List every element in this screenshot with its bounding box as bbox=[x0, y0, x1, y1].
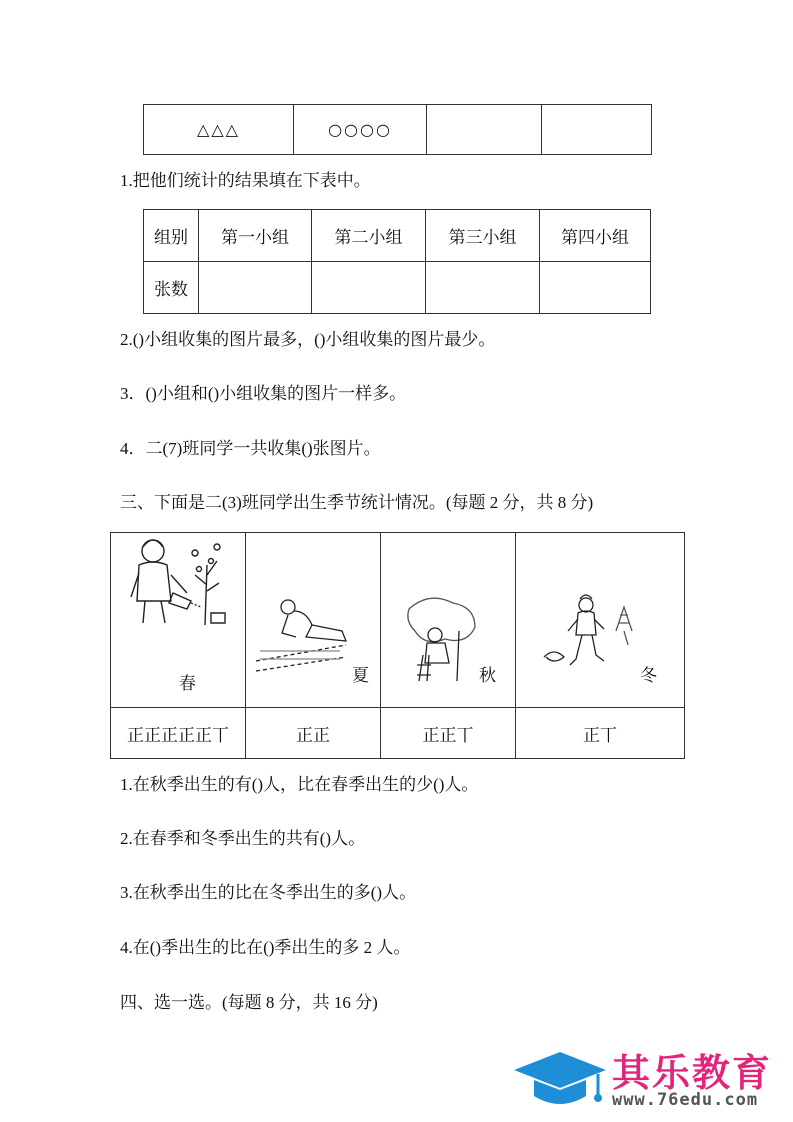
group-table bbox=[143, 209, 651, 314]
group-count-cell[interactable] bbox=[540, 262, 651, 314]
group-header-cell: 第三小组 bbox=[426, 210, 540, 262]
group-count-cell[interactable] bbox=[199, 262, 312, 314]
season-label-winter: 冬 bbox=[640, 666, 657, 686]
section-3-question-4: 4.在()季出生的比在()季出生的多 2 人。 bbox=[120, 938, 411, 957]
section-3-question-3: 3.在秋季出生的比在冬季出生的多()人。 bbox=[120, 883, 417, 902]
symbols-cell-3 bbox=[427, 105, 542, 155]
logo-title: 其乐教育 bbox=[612, 1051, 773, 1095]
question-3: 3．()小组和()小组收集的图片一样多。 bbox=[120, 384, 407, 403]
section-3-heading: 三、下面是二(3)班同学出生季节统计情况。(每题 2 分，共 8 分) bbox=[120, 493, 594, 512]
logo-url[interactable]: www.76edu.com bbox=[612, 1090, 759, 1110]
section-3-question-2: 2.在春季和冬季出生的共有()人。 bbox=[120, 829, 366, 848]
group-header-cell: 第二小组 bbox=[312, 210, 426, 262]
autumn-picking-illustration bbox=[401, 595, 481, 681]
brand-logo bbox=[512, 1040, 787, 1115]
group-table-header-row bbox=[144, 210, 651, 262]
symbols-table bbox=[143, 104, 652, 155]
season-cell-summer bbox=[246, 533, 381, 708]
group-header-cell: 第四小组 bbox=[540, 210, 651, 262]
season-label-spring: 春 bbox=[179, 674, 196, 694]
group-header-cell: 第一小组 bbox=[199, 210, 312, 262]
question-2: 2.()小组收集的图片最多，()小组收集的图片最少。 bbox=[120, 330, 496, 349]
symbols-cell-4 bbox=[542, 105, 652, 155]
summer-swimming-illustration bbox=[256, 591, 352, 677]
spring-watering-illustration bbox=[125, 533, 235, 625]
q1-intro: 1.把他们统计的结果填在下表中。 bbox=[120, 171, 371, 190]
season-cell-spring bbox=[111, 533, 246, 708]
symbols-cell-2: ○○○○ bbox=[294, 105, 427, 155]
tally-winter: 正丅 bbox=[516, 708, 685, 759]
question-4: 4．二(7)班同学一共收集()张图片。 bbox=[120, 439, 381, 458]
winter-skating-illustration bbox=[542, 591, 646, 677]
group-count-cell[interactable] bbox=[426, 262, 540, 314]
season-cell-autumn bbox=[381, 533, 516, 708]
seasons-table bbox=[110, 532, 685, 759]
seasons-tally-row bbox=[111, 708, 685, 759]
group-header-cell: 组别 bbox=[144, 210, 199, 262]
seasons-picture-row bbox=[111, 533, 685, 708]
season-label-summer: 夏 bbox=[352, 666, 369, 686]
season-cell-winter bbox=[516, 533, 685, 708]
tally-spring: 正正正正正丅 bbox=[111, 708, 246, 759]
group-count-cell[interactable] bbox=[312, 262, 426, 314]
group-table-count-row bbox=[144, 262, 651, 314]
tally-summer: 正正 bbox=[246, 708, 381, 759]
season-label-autumn: 秋 bbox=[479, 666, 496, 686]
section-4-heading: 四、选一选。(每题 8 分，共 16 分) bbox=[120, 993, 378, 1012]
section-3-question-1: 1.在秋季出生的有()人，比在春季出生的少()人。 bbox=[120, 775, 479, 794]
group-count-label: 张数 bbox=[144, 262, 199, 314]
symbols-cell-1: △△△ bbox=[144, 105, 294, 155]
graduation-cap-icon bbox=[512, 1048, 608, 1112]
tally-autumn: 正正丅 bbox=[381, 708, 516, 759]
